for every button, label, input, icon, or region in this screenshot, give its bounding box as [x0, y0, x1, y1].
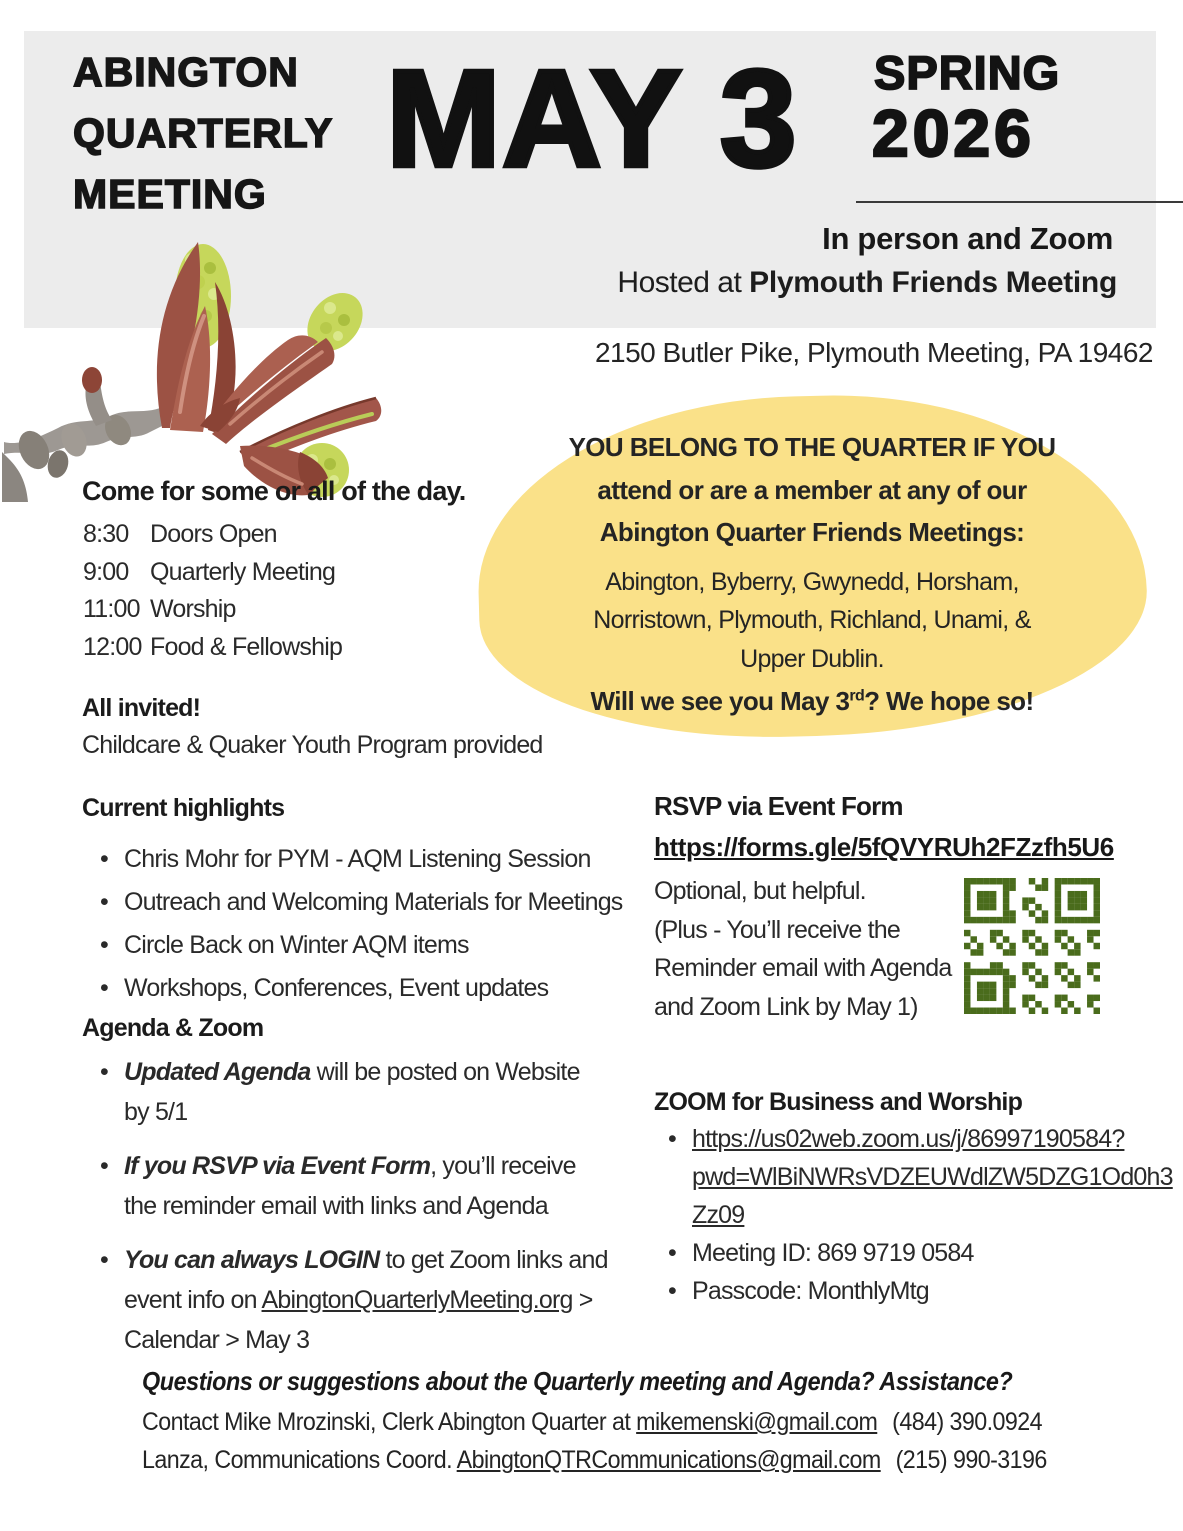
- zoom-passcode: • Passcode: MonthlyMtg: [648, 1272, 1128, 1310]
- footer-contact-comms: Lanza, Communications Coord. AbingtonQTRCommunications@gmail.com (215) 990-3196: [142, 1446, 1047, 1474]
- rsvp-notes: Optional, but helpful. (Plus - You’ll receive the Reminder email with Agenda and Zoom Link by May 1): [654, 877, 952, 1021]
- highlights-list: [82, 838, 623, 1010]
- zoom-link[interactable]: • https://us02web.zoom.us/j/86997190584? pwd=WlBiNWRsVDZEUWdlZW5DZG1Od0h3 Zz09: [648, 1120, 1128, 1234]
- venue-address: 2150 Butler Pike, Plymouth Meeting, PA 19462: [594, 337, 1153, 368]
- zoom-meeting-id: • Meeting ID: 869 9719 0584: [648, 1234, 1128, 1272]
- clerk-email-link[interactable]: mikemenski@gmail.com: [636, 1408, 878, 1436]
- highlight-item: • Outreach and Welcoming Materials for Meetings: [82, 881, 623, 924]
- callout-meeting-list: Abington, Byberry, Gwynedd, Horsham, Norristown, Plymouth, Richland, Unami, & Upper Dublin.: [593, 567, 1031, 673]
- belong-callout: [478, 396, 1146, 717]
- all-invited-heading: All invited!: [82, 694, 201, 722]
- schedule-row: 11:00 Worship: [83, 595, 236, 623]
- event-date: MAY 3: [386, 42, 798, 196]
- agenda-item: • You can always LOGIN to get Zoom links and event info on AbingtonQuarterlyMeeting.org > Calendar > May 3: [82, 1240, 610, 1360]
- agenda-heading: Agenda & Zoom: [82, 1014, 264, 1042]
- org-title: [73, 42, 333, 225]
- highlight-item: • Workshops, Conferences, Event updates: [82, 967, 623, 1010]
- org-title-line-1: ABINGTON: [73, 49, 299, 95]
- rsvp-heading: RSVP via Event Form: [654, 791, 903, 821]
- clerk-phone: (484) 390.0924: [892, 1408, 1043, 1436]
- schedule-row: 9:00 Quarterly Meeting: [83, 557, 336, 586]
- callout-bold-lines: YOU BELONG TO THE QUARTER IF YOU attend or are a member at any of our Abington Quarter Friends Meetings:: [568, 432, 1056, 547]
- schedule-row: 8:30 Doors Open: [83, 520, 277, 548]
- highlight-item: • Circle Back on Winter AQM items: [82, 924, 623, 967]
- qr-code: [963, 878, 1101, 1014]
- schedule-row: 12:00 Food & Fellowship: [83, 632, 343, 661]
- year-label: 2026: [872, 96, 1035, 170]
- season-label: SPRING: [874, 46, 1061, 99]
- hosted-line: [617, 266, 1117, 300]
- schedule-heading: Come for some or all of the day.: [82, 476, 466, 506]
- highlight-item: • Chris Mohr for PYM - AQM Listening Session: [82, 838, 623, 881]
- agenda-item: • Updated Agenda will be posted on Website by 5/1: [82, 1052, 610, 1132]
- agenda-list: [82, 1052, 610, 1374]
- zoom-details-list: [648, 1120, 1173, 1310]
- zoom-heading: ZOOM for Business and Worship: [654, 1088, 1023, 1116]
- footer-question: Questions or suggestions about the Quarterly meeting and Agenda? Assistance?: [142, 1366, 1013, 1396]
- schedule-list: [83, 516, 342, 666]
- hosted-prefix: Hosted at: [617, 266, 750, 299]
- rsvp-form-link[interactable]: https://forms.gle/5fQVYRUh2FZzfh5U6: [654, 832, 1114, 862]
- website-link[interactable]: AbingtonQuarterlyMeeting.org: [261, 1286, 573, 1314]
- agenda-item: • If you RSVP via Event Form, you’ll receive the reminder email with links and Agenda: [82, 1146, 610, 1226]
- callout-closing: Will we see you May 3rd? We hope so!: [590, 686, 1034, 716]
- highlights-heading: Current highlights: [82, 794, 285, 822]
- hosted-venue: Plymouth Friends Meeting: [749, 266, 1117, 299]
- comms-phone: (215) 990-3196: [895, 1446, 1047, 1474]
- org-title-line-3: MEETING: [73, 171, 267, 217]
- childcare-note: Childcare & Quaker Youth Program provided: [82, 731, 543, 759]
- attendance-mode: In person and Zoom: [822, 221, 1113, 256]
- header-divider: [856, 201, 1183, 203]
- footer-contact-clerk: Contact Mike Mrozinski, Clerk Abington Quarter at mikemenski@gmail.com (484) 390.0924: [142, 1408, 1043, 1436]
- org-title-line-2: QUARTERLY: [73, 110, 334, 156]
- comms-email-link[interactable]: AbingtonQTRCommunications@gmail.com: [456, 1446, 881, 1474]
- spring-buds-image: [0, 212, 500, 502]
